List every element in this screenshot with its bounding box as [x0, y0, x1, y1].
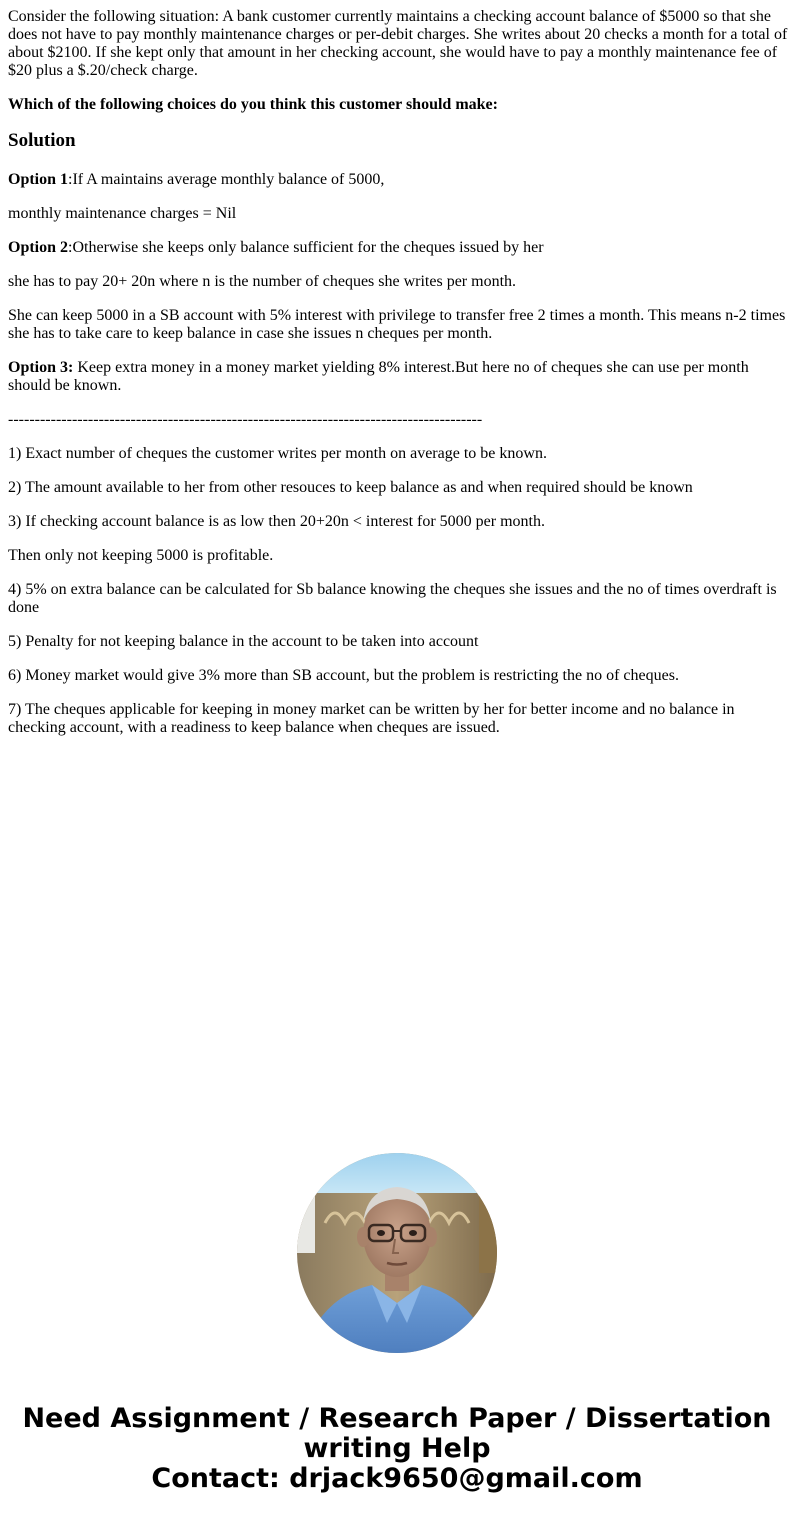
- solution-heading: Solution: [8, 130, 76, 151]
- option2-paragraph: [8, 239, 788, 257]
- author-avatar: [297, 1153, 497, 1353]
- point-item: 5) Penalty for not keeping balance in the account to be taken into account: [8, 633, 479, 650]
- option1-detail: monthly maintenance charges = Nil: [8, 205, 237, 222]
- question-prompt: [8, 96, 788, 114]
- footer-line-1: Need Assignment / Research Paper / Dissertation: [22, 1403, 772, 1434]
- point-item: 4) 5% on extra balance can be calculated for Sb balance knowing the cheques she issues and the no of times overdraft is done: [8, 581, 777, 616]
- option3-paragraph: [8, 359, 788, 395]
- option3-label: Option 3:: [8, 359, 74, 376]
- point-item: Then only not keeping 5000 is profitable.: [8, 547, 274, 564]
- question-prompt-bold: Which of the following choices do you think this customer should make:: [8, 96, 498, 113]
- point-item: 3) If checking account balance is as low then 20+20n < interest for 5000 per month.: [8, 513, 545, 530]
- footer-line-2: writing Help: [303, 1433, 491, 1464]
- point-item: 2) The amount available to her from other resouces to keep balance as and when required should be known: [8, 479, 693, 496]
- option3-text: Keep extra money in a money market yielding 8% interest.But here no of cheques she can use per month should be known.: [8, 359, 749, 394]
- option1-text: :If A maintains average monthly balance of 5000,: [68, 171, 385, 188]
- question-text: Consider the following situation: A bank customer currently maintains a checking account balance of $5000 so that she does not have to pay monthly maintenance charges or per-debit charges. She writes about 20 checks a month for a total of about $2100. If she kept only that amount in her checking account, she would have to pay a monthly maintenance fee of $20 plus a $.20/check charge.: [8, 8, 788, 79]
- author-portrait-image: [297, 1153, 497, 1353]
- option2-text: :Otherwise she keeps only balance sufficient for the cheques issued by her: [68, 239, 544, 256]
- point-item: 7) The cheques applicable for keeping in money market can be written by her for better income and no balance in checking account, with a readiness to keep balance when cheques are issued.: [8, 701, 735, 736]
- sb-account-paragraph: She can keep 5000 in a SB account with 5% interest with privilege to transfer free 2 times a month. This means n-2 times she has to take care to keep balance in case she issues n cheques per month.: [8, 307, 786, 342]
- document-body: [8, 8, 788, 753]
- footer-banner: [0, 1404, 794, 1494]
- footer-contact: Contact: drjack9650@gmail.com: [151, 1463, 643, 1494]
- point-item: 6) Money market would give 3% more than SB account, but the problem is restricting the no of cheques.: [8, 667, 679, 684]
- option1-paragraph: [8, 171, 788, 189]
- option2-detail: she has to pay 20+ 20n where n is the number of cheques she writes per month.: [8, 273, 517, 290]
- divider-line: -----------------------------------------------------------------------------------------: [8, 411, 483, 428]
- option2-label: Option 2: [8, 239, 69, 256]
- point-item: 1) Exact number of cheques the customer writes per month on average to be known.: [8, 445, 547, 462]
- option1-label: Option 1: [8, 171, 69, 188]
